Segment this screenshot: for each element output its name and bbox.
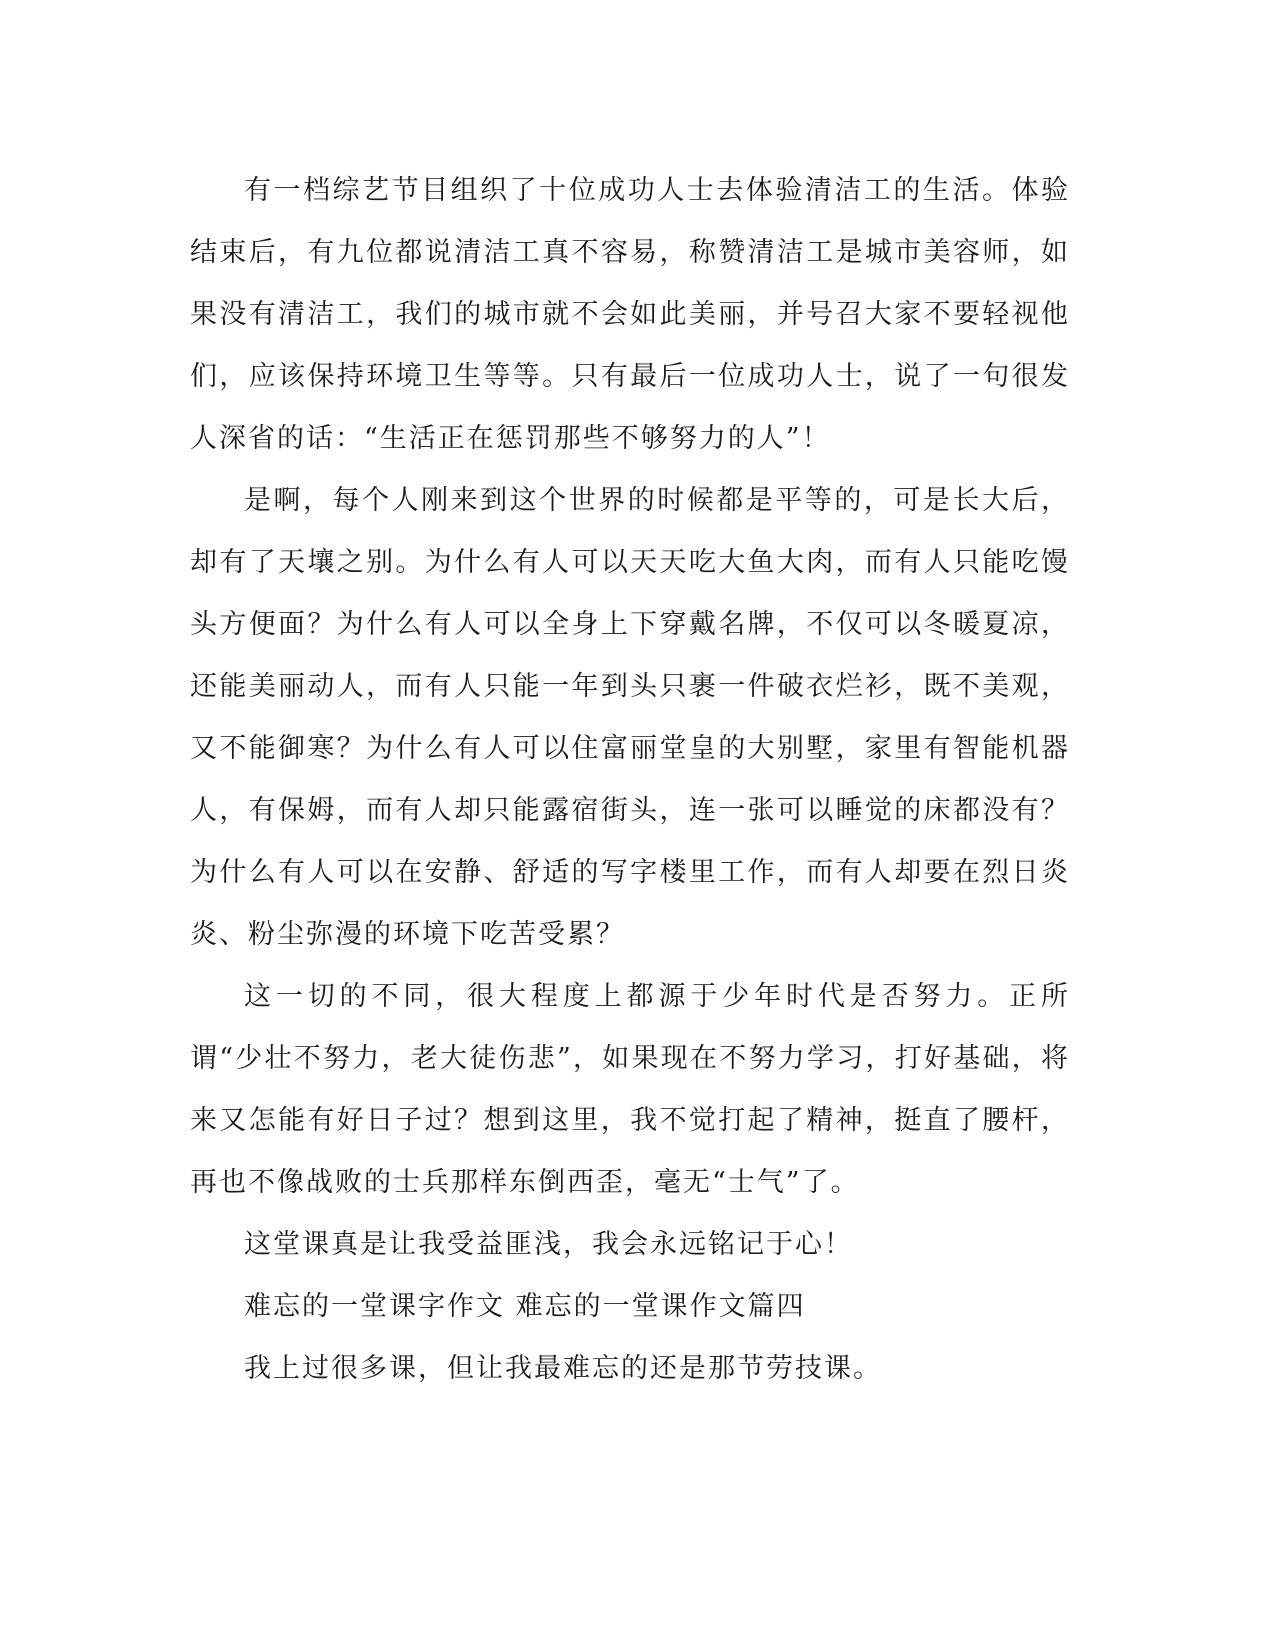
document-body: [190, 160, 1070, 1400]
paragraph-3: 这一切的不同，很大程度上都源于少年时代是否努力。正所谓“少壮不努力，老大徒伤悲”，如果现在不努力学习，打好基础，将来又怎能有好日子过？想到这里，我不觉打起了精神，挺直了腰杆，再也不像战败的士兵那样东倒西歪，毫无“士气”了。: [190, 981, 1070, 1198]
paragraph-5: 我上过很多课，但让我最难忘的还是那节劳技课。: [244, 1353, 882, 1384]
section-heading: 难忘的一堂课字作文 难忘的一堂课作文篇四: [244, 1291, 806, 1322]
paragraph-4: 这堂课真是让我受益匪浅，我会永远铭记于心！: [244, 1229, 853, 1260]
paragraph-2: 是啊，每个人刚来到这个世界的时候都是平等的，可是长大后，却有了天壤之别。为什么有人可以天天吃大鱼大肉，而有人只能吃馒头方便面？为什么有人可以全身上下穿戴名牌，不仅可以冬暖夏凉，还能美丽动人，而有人只能一年到头只裹一件破衣烂衫，既不美观，又不能御寒？为什么有人可以住富丽堂皇的大别墅，家里有智能机器人，有保姆，而有人却只能露宿街头，连一张可以睡觉的床都没有？为什么有人可以在安静、舒适的写字楼里工作，而有人却要在烈日炎炎、粉尘弥漫的环境下吃苦受累？: [190, 485, 1070, 950]
paragraph-1: 有一档综艺节目组织了十位成功人士去体验清洁工的生活。体验结束后，有九位都说清洁工真不容易，称赞清洁工是城市美容师，如果没有清洁工，我们的城市就不会如此美丽，并号召大家不要轻视他们，应该保持环境卫生等等。只有最后一位成功人士，说了一句很发人深省的话：“生活正在惩罚那些不够努力的人”！: [190, 175, 1070, 454]
